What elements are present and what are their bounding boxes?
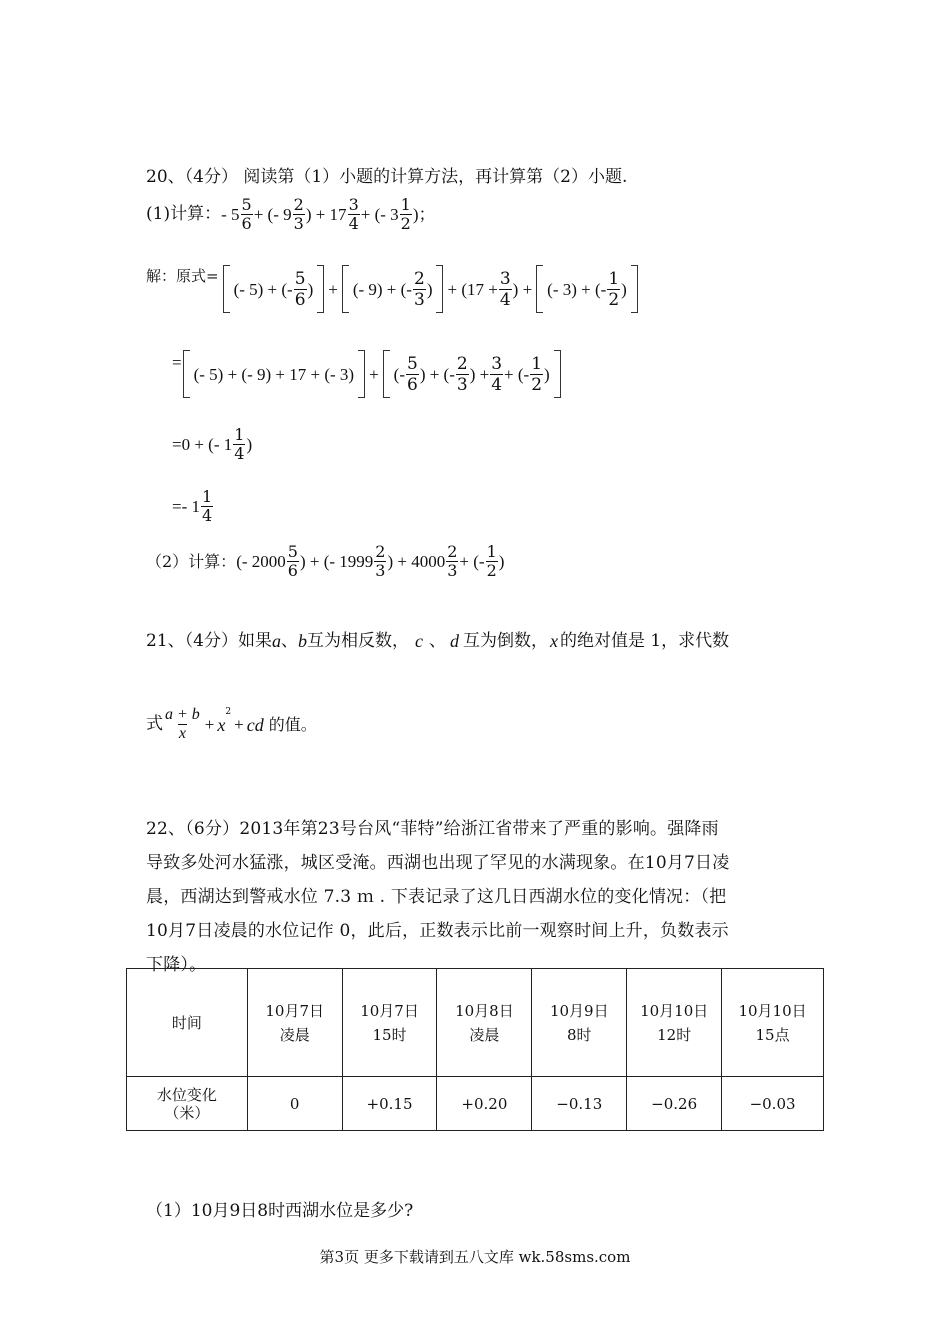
numerator: 3: [499, 268, 511, 289]
numerator: 3: [491, 353, 503, 374]
denominator: 4: [499, 289, 511, 310]
math-text: (- 9) + (-: [352, 279, 412, 299]
fraction: [446, 543, 458, 580]
numerator: 5: [241, 195, 252, 214]
math-text: =0 + (- 1: [172, 435, 233, 454]
math-text: (- 2000: [236, 552, 286, 571]
numerator: 1: [202, 487, 213, 506]
q20-heading: 20、（4分） 阅读第（1）小题的计算方法，再计算第（2）小题.: [146, 167, 628, 187]
math-text: +: [369, 364, 379, 384]
variable-x: x: [217, 714, 226, 735]
left-bracket: [536, 265, 543, 313]
numerator: 1: [234, 425, 245, 444]
math-text: + (-: [459, 552, 485, 571]
numerator: 1: [531, 353, 543, 374]
table-cell: −0.13: [532, 1077, 627, 1131]
table-cell: 10月9日 8时: [532, 969, 627, 1077]
numerator: 2: [375, 542, 386, 561]
numerator: 2: [447, 542, 458, 561]
math-text: ) + 17: [305, 205, 347, 224]
denominator: 3: [413, 289, 425, 310]
q21-text: 互为倒数，: [462, 630, 548, 651]
math-text: ) +: [469, 364, 490, 384]
q22-line: 22、（6分）2013年第23号台风“菲特”给浙江省带来了严重的影响。强降雨: [146, 819, 719, 839]
math-text: +: [328, 279, 338, 299]
fraction: [294, 269, 307, 310]
table-cell: 10月7日 凌晨: [247, 969, 342, 1077]
table-header-cell: 水位变化 （米）: [127, 1077, 248, 1131]
variable-d: d: [449, 631, 459, 651]
math-text: +: [234, 715, 244, 734]
table-cell: 10月8日 凌晨: [437, 969, 532, 1077]
q21-text: 的绝对值是 1，求代数: [559, 630, 730, 651]
variable-a: a: [271, 631, 281, 651]
fraction: [400, 196, 412, 233]
denominator: 4: [202, 506, 213, 525]
math-text: (- 3) + (-: [547, 279, 607, 299]
math-text: ): [426, 279, 433, 299]
table-cell: 10月10日 15点: [722, 969, 824, 1077]
math-text: ) + (-: [419, 364, 455, 384]
fraction: [607, 269, 620, 310]
left-bracket: [383, 350, 390, 398]
numerator: 5: [294, 268, 306, 289]
q21-text: 21、（4分）如果: [146, 630, 272, 651]
q22-line: 导致多处河水猛涨，城区受淹。西湖也出现了罕见的水满现象。在10月7日凌: [146, 853, 730, 873]
math-text: =: [172, 353, 182, 372]
q21-text: 、: [280, 630, 298, 651]
q21-text: 的值。: [268, 714, 317, 734]
left-bracket: [342, 265, 349, 313]
numerator: 2: [293, 195, 304, 214]
variable-c: c: [414, 631, 423, 651]
q22-line: 晨，西湖达到警戒水位 7.3 ｍ . 下表记录了这几日西湖水位的变化情况：（把: [146, 887, 727, 907]
right-bracket: [358, 350, 365, 398]
math-text: - 5: [221, 205, 240, 224]
fraction: [406, 354, 419, 395]
fraction: [348, 196, 360, 233]
fraction: [490, 354, 503, 395]
table-cell: −0.03: [722, 1077, 824, 1131]
math-text: + (- 3: [360, 205, 399, 224]
math-text: ): [498, 552, 505, 571]
variable-x: x: [549, 631, 558, 651]
math-text: + (-: [504, 364, 530, 384]
table-cell: 10月7日 15时: [342, 969, 437, 1077]
math-text: (-: [393, 364, 405, 384]
q20-part1: [146, 196, 436, 233]
variable-cd: cd: [246, 714, 264, 735]
fraction: [530, 354, 543, 395]
table-cell: 0: [247, 1077, 342, 1131]
numerator: 1: [486, 542, 497, 561]
denominator: 3: [456, 374, 468, 395]
solution-line-3: [172, 426, 252, 463]
denominator: 2: [531, 374, 543, 395]
right-bracket: [317, 265, 324, 313]
numerator: a + b: [165, 706, 200, 723]
denominator: 6: [241, 214, 252, 233]
denominator: 6: [406, 374, 418, 395]
right-bracket: [436, 265, 443, 313]
solution-line-1: [146, 265, 642, 313]
math-text: + (- 9: [253, 205, 292, 224]
q22-line: 10月7日凌晨的水位记作 0，此后，正数表示比前一观察时间上升，负数表示: [146, 921, 729, 941]
table-row: [127, 969, 824, 1077]
q22-line: 下降）。: [146, 955, 207, 975]
q21-line-1: [146, 632, 729, 650]
numerator: 1: [400, 195, 411, 214]
right-bracket: [631, 265, 638, 313]
water-level-table: [126, 968, 824, 1131]
left-bracket: [223, 265, 230, 313]
math-text: (- 5) + (- 9) + 17 + (- 3): [193, 364, 355, 384]
table-cell: +0.15: [342, 1077, 437, 1131]
math-text: =- 1: [172, 497, 200, 516]
denominator: 2: [400, 214, 411, 233]
denominator: 3: [447, 561, 458, 580]
numerator: 1: [608, 268, 620, 289]
math-text: + (17 +: [447, 279, 498, 299]
denominator: x: [178, 725, 186, 742]
denominator: 3: [375, 561, 386, 580]
denominator: 4: [348, 214, 359, 233]
right-bracket: [554, 350, 561, 398]
denominator: 2: [608, 289, 620, 310]
numerator: 3: [348, 195, 359, 214]
numerator: 5: [287, 542, 298, 561]
math-text: )；: [412, 205, 436, 224]
q20-part2: [146, 543, 504, 580]
fraction: [201, 488, 213, 525]
q20-part2-label: （2）计算：: [146, 551, 237, 571]
math-text: ) + 4000: [387, 552, 446, 571]
q22-paragraph: [146, 812, 826, 982]
solution-line-2: [172, 350, 565, 398]
denominator: 6: [294, 289, 306, 310]
q21-text: 、: [428, 630, 446, 651]
fraction: [164, 706, 201, 743]
q20-part1-label: (1)计算：: [146, 204, 222, 224]
math-text: +: [204, 715, 215, 734]
fraction: [413, 269, 426, 310]
fraction: [486, 543, 498, 580]
q21-text: 式: [146, 714, 163, 734]
numerator: 2: [413, 268, 425, 289]
denominator: 2: [486, 561, 497, 580]
fraction: [374, 543, 386, 580]
q22-sub1: （1）10月9日8时西湖水位是多少?: [146, 1201, 414, 1221]
numerator: 5: [406, 353, 418, 374]
left-bracket: [183, 350, 190, 398]
denominator: 4: [491, 374, 503, 395]
exponent: 2: [225, 707, 232, 717]
math-text: ): [544, 364, 550, 384]
q21-line-2: [146, 706, 317, 743]
fraction: [241, 196, 253, 233]
math-text: ) +: [512, 279, 533, 299]
math-text: ): [246, 435, 253, 454]
table-cell: −0.26: [627, 1077, 722, 1131]
math-text: ) + (- 1999: [299, 552, 374, 571]
math-text: ): [621, 279, 627, 299]
table-cell: +0.20: [437, 1077, 532, 1131]
denominator: 4: [234, 444, 245, 463]
solution-label: 解：原式=: [146, 267, 219, 285]
fraction: [233, 426, 245, 463]
q21-text: 互为相反数，: [306, 630, 409, 651]
solution-line-4: [172, 488, 214, 525]
math-text: (- 5) + (-: [233, 279, 293, 299]
table-header-cell: 时间: [127, 969, 248, 1077]
variable-b: b: [297, 631, 307, 651]
fraction: [456, 354, 469, 395]
fraction: [293, 196, 305, 233]
fraction: [287, 543, 299, 580]
page-footer: 第3页 更多下载请到五八文库 wk.58sms.com: [319, 1248, 631, 1266]
denominator: 3: [293, 214, 304, 233]
table-cell: 10月10日 12时: [627, 969, 722, 1077]
fraction: [499, 269, 512, 310]
table-row: [127, 1077, 824, 1131]
math-text: ): [307, 279, 314, 299]
denominator: 6: [287, 561, 298, 580]
numerator: 2: [456, 353, 468, 374]
